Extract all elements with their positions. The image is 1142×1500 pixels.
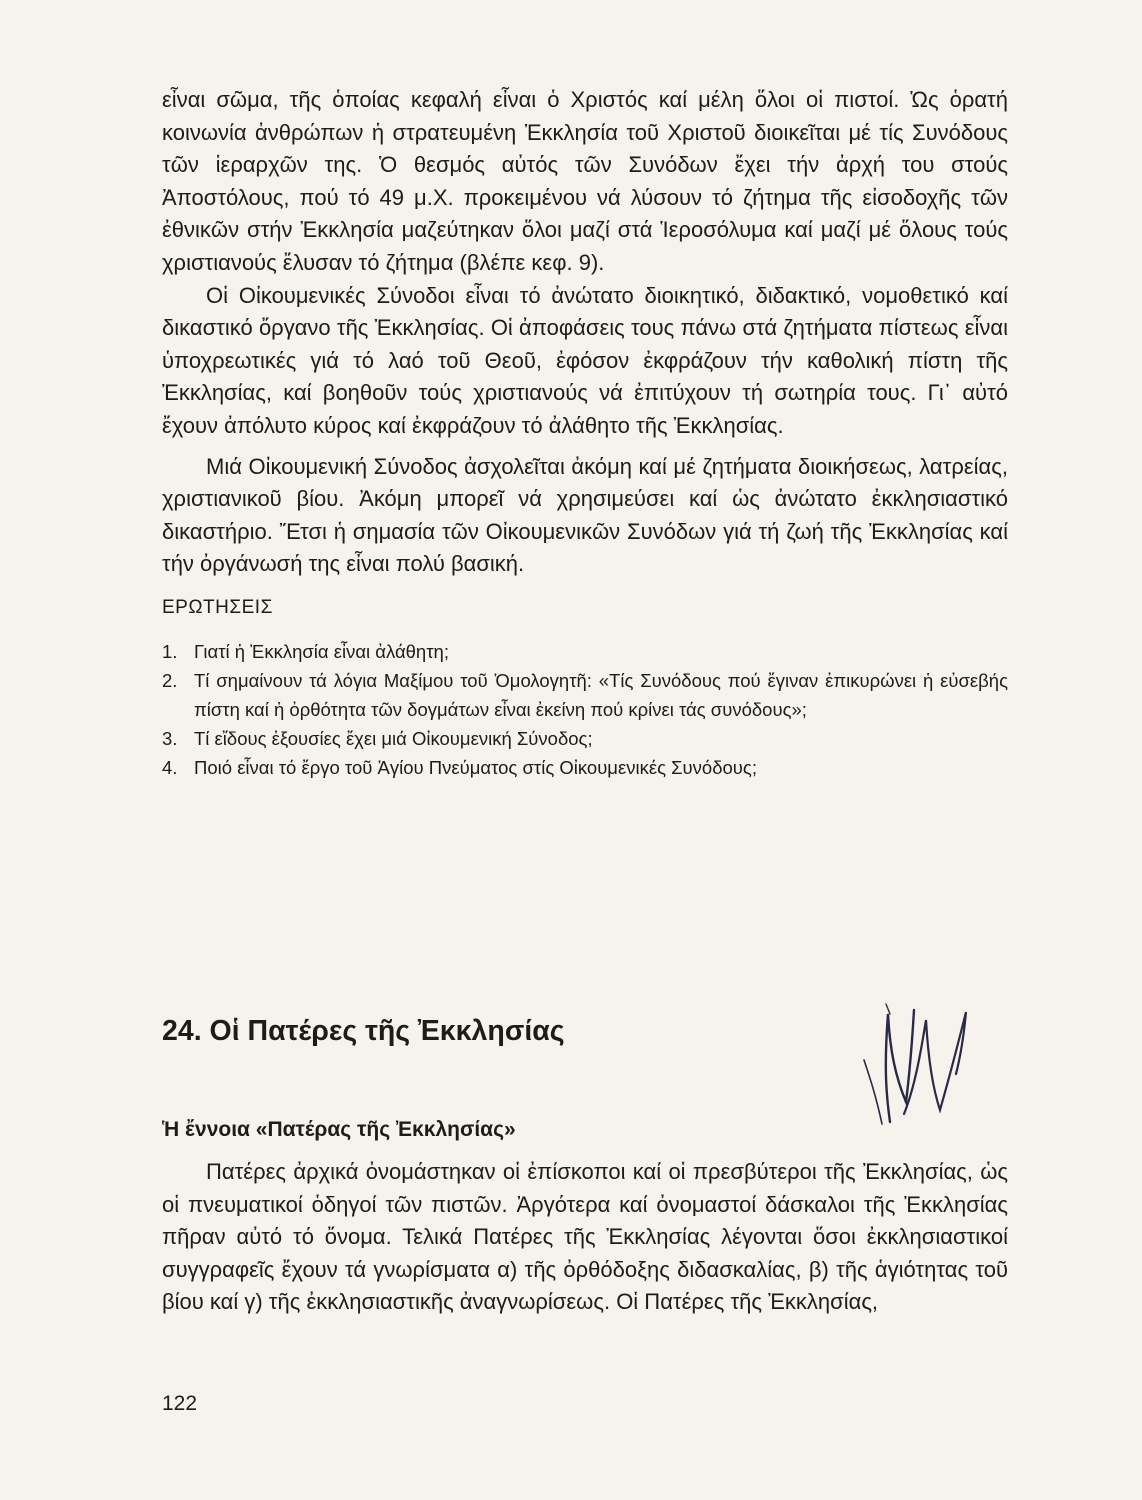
chapter-title: 24. Οἱ Πατέρες τῆς Ἐκκλησίας bbox=[162, 1015, 565, 1047]
question-number: 4. bbox=[162, 756, 178, 778]
questions-list bbox=[162, 637, 1008, 782]
handwritten-signature bbox=[852, 974, 1032, 1154]
question-item bbox=[162, 637, 1008, 666]
page-number: 122 bbox=[162, 1392, 198, 1415]
paragraph-4: Πατέρες ἀρχικά ὀνομάστηκαν οἱ ἐπίσκοποι καί οἱ πρεσβύτεροι τῆς Ἐκκλησίας, ὡς οἱ πνευματικοί ὁδηγοί τῶν πιστῶν. Ἀργότερα καί ὀνομαστοί δάσκαλοι τῆς Ἐκκλησίας πῆραν αὐτό τό ὄνομα. Τελικά Πατέρες τῆς Ἐκκλησίας λέγονται ὅσοι ἐκκλησιαστικοί συγγραφεῖς ἔχουν τά γνωρίσματα α) τῆς ὀρθόδοξης διδασκαλίας, β) τῆς ἁγιότητας τοῦ βίου καί γ) τῆς ἐκκλησιαστικῆς ἀναγνωρίσεως. Οἱ Πατέρες τῆς Ἐκκλησίας, bbox=[162, 1159, 1008, 1315]
page-body bbox=[162, 84, 1008, 1315]
paragraph-2: Οἱ Οἰκουμενικές Σύνοδοι εἶναι τό ἀνώτατο διοικητικό, διδακτικό, νομοθετικό καί δικαστικό ὄργανο τῆς Ἐκκλησίας. Οἱ ἀποφάσεις τους πάνω στά ζητήματα πίστεως εἶναι ὑποχρεωτικές γιά τό λαό τοῦ Θεοῦ, ἐφόσον ἐκφράζουν τήν καθολική πίστη τῆς Ἐκκλησίας, καί βοηθοῦν τούς χριστιανούς νά ἐπιτύχουν τή σωτηρία τους. Γι᾽ αὐτό ἔχουν ἀπόλυτο κύρος καί ἐκφράζουν τό ἀλάθητο τῆς Ἐκκλησίας. bbox=[162, 282, 1008, 438]
paragraph-1: εἶναι σῶμα, τῆς ὁποίας κεφαλή εἶναι ὁ Χριστός καί μέλη ὅλοι οἱ πιστοί. Ὡς ὁρατή κοινωνία ἀνθρώπων ἡ στρατευμένη Ἐκκλησία τοῦ Χριστοῦ διοικεῖται μέ τίς Συνόδους τῶν ἱεραρχῶν της. Ὁ θεσμός αὐτός τῶν Συνόδων ἔχει τήν ἀρχή του στούς Ἀποστόλους, πού τό 49 μ.Χ. προκειμένου νά λύσουν τό ζήτημα τῆς εἰσοδοχῆς τῶν ἐθνικῶν στήν Ἐκκλησία μαζεύτηκαν ὅλοι μαζί στά Ἱεροσόλυμα καί μαζί μέ ὅλους τούς χριστιανούς ἔλυσαν τό ζήτημα (βλέπε κεφ. 9). bbox=[162, 87, 1008, 275]
question-item bbox=[162, 753, 1008, 782]
questions-heading: ΕΡΩΤΗΣΕΙΣ bbox=[162, 596, 273, 618]
question-item bbox=[162, 666, 1008, 724]
question-item bbox=[162, 724, 1008, 753]
question-number: 3. bbox=[162, 727, 178, 749]
question-number: 1. bbox=[162, 640, 178, 662]
question-text: Τί εἴδους ἐξουσίες ἔχει μιά Οἰκουμενική Σύνοδος; bbox=[194, 727, 593, 749]
question-text: Τί σημαίνουν τά λόγια Μαξίμου τοῦ Ὁμολογητῆ: «Τίς Συνόδους πού ἔγιναν ἐπικυρώνει ἡ εὐσεβής πίστη καί ἡ ὀρθότητα τῶν δογμάτων εἶναι ἐκείνη πού κρίνει τάς συνόδους»; bbox=[194, 669, 1008, 720]
section-title: Ἡ ἔννοια «Πατέρας τῆς Ἐκκλησίας» bbox=[162, 1118, 516, 1141]
paragraph-3: Μιά Οἰκουμενική Σύνοδος ἀσχολεῖται ἀκόμη καί μέ ζητήματα διοικήσεως, λατρείας, χριστιανικοῦ βίου. Ἀκόμη μπορεῖ νά χρησιμεύσει καί ὡς ἀνώτατο ἐκκλησιαστικό δικαστήριο. Ἔτσι ἡ σημασία τῶν Οἰκουμενικῶν Συνόδων γιά τή ζωή τῆς Ἐκκλησίας καί τήν ὀργάνωσή της εἶναι πολύ βασική. bbox=[162, 453, 1008, 577]
question-number: 2. bbox=[162, 669, 178, 691]
question-text: Γιατί ἡ Ἐκκλησία εἶναι ἀλάθητη; bbox=[194, 640, 449, 662]
question-text: Ποιό εἶναι τό ἔργο τοῦ Ἁγίου Πνεύματος στίς Οἰκουμενικές Συνόδους; bbox=[194, 756, 757, 778]
